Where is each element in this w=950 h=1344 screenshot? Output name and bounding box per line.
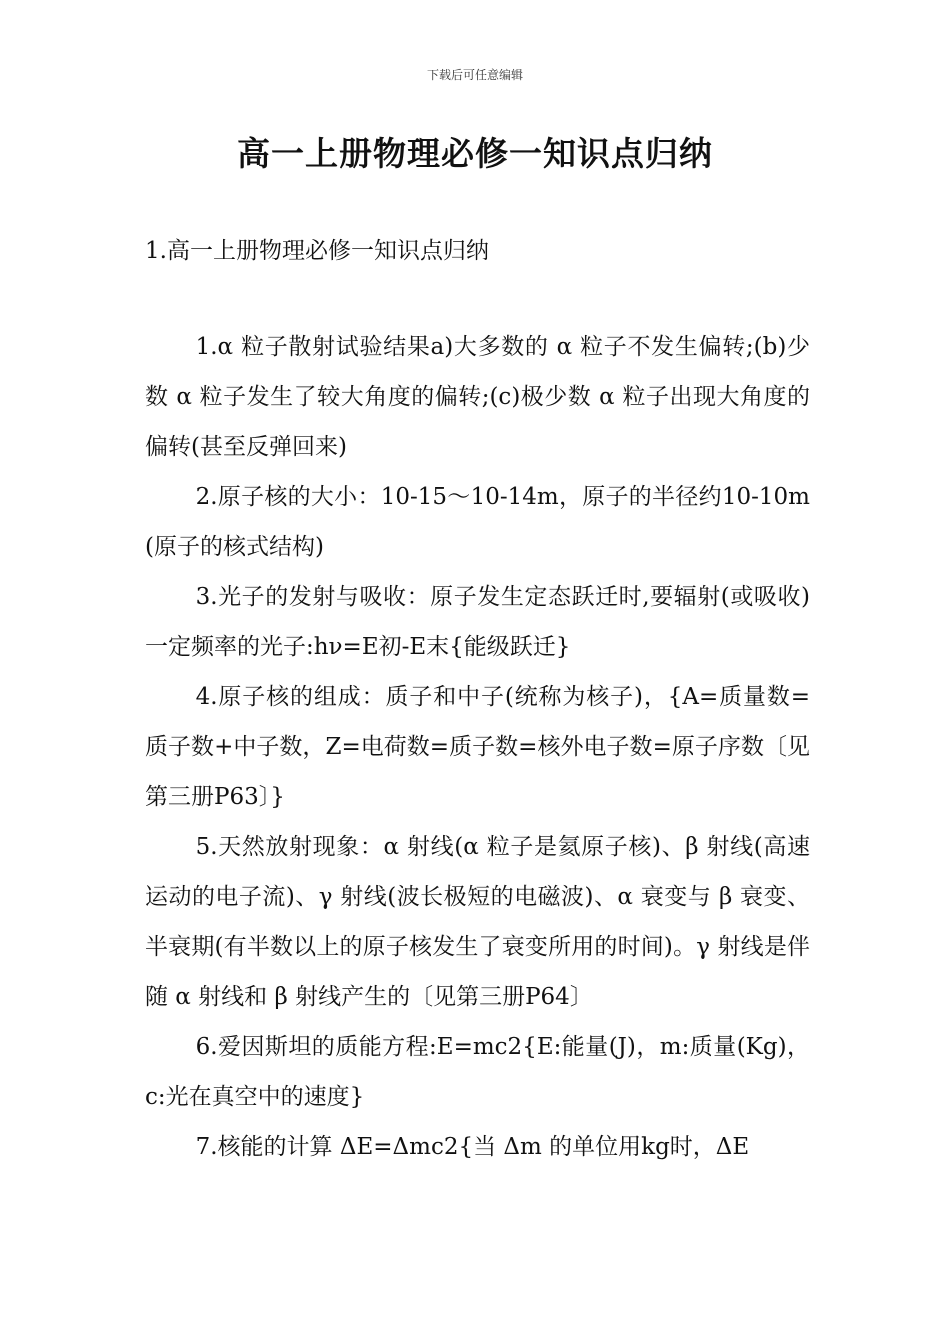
paragraph-photon-emission: 3.光子的发射与吸收：原子发生定态跃迁时,要辐射(或吸收)一定频率的光子:hν=E初-E末{能级跃迁} [145, 584, 810, 660]
header-note: 下载后可任意编辑 [426, 68, 523, 82]
document-title: 高一上册物理必修一知识点归纳 [237, 134, 713, 173]
paragraph-radioactivity: 5.天然放射现象：α 射线(α 粒子是氦原子核)、β 射线(高速运动的电子流)、γ 射线(波长极短的电磁波)、α 衰变与 β 衰变、半衰期(有半数以上的原子核发生了衰变所用的时间)。γ 射线是伴随 α 射线和 β 射线产生的〔见第三册P64〕 [145, 834, 810, 1010]
paragraph-alpha-scattering: 1.α 粒子散射试验结果a)大多数的 α 粒子不发生偏转;(b)少数 α 粒子发生了较大角度的偏转;(c)极少数 α 粒子出现大角度的偏转(甚至反弹回来) [145, 334, 810, 460]
paragraph-nuclear-energy: 7.核能的计算 ΔE=Δmc2{当 Δm 的单位用kg时，ΔE [195, 1134, 750, 1160]
paragraph-nucleus-composition: 4.原子核的组成：质子和中子(统称为核子)，{A=质量数=质子数+中子数，Z=电荷数=质子数=核外电子数=原子序数〔见第三册P63〕} [145, 684, 810, 810]
document-body [145, 322, 810, 1172]
section-heading: 1.高一上册物理必修一知识点归纳 [145, 238, 489, 264]
paragraph-mass-energy: 6.爱因斯坦的质能方程:E=mc2{E:能量(J)，m:质量(Kg)，c:光在真空中的速度} [145, 1034, 810, 1110]
paragraph-nucleus-size: 2.原子核的大小：10-15～10-14m，原子的半径约10-10m(原子的核式结构) [145, 484, 810, 560]
